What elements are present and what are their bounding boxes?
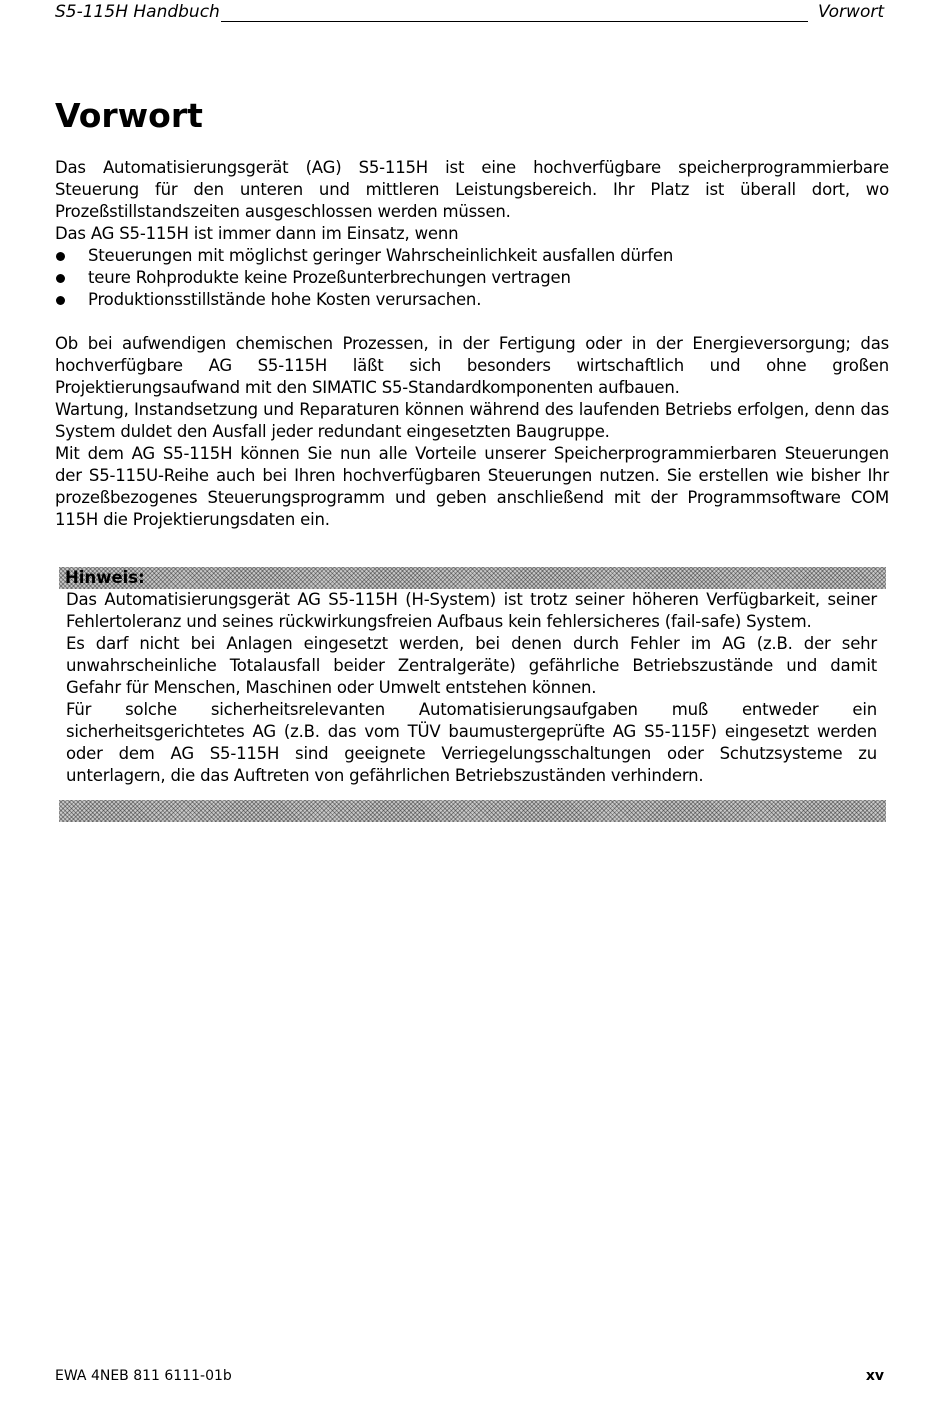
body-text xyxy=(55,157,889,531)
bullet-item: teure Rohprodukte keine Prozeßunterbrechungen vertragen xyxy=(55,267,889,289)
main-paragraph-1: Ob bei aufwendigen chemischen Prozessen, in der Fertigung oder in der Energieversorgung; das hochverfügbare AG S5-115H läßt sich besonders wirtschaftlich und ohne großen Projektierungsaufwand mit den SIMATIC S5-Standardkomponenten aufbauen. xyxy=(55,334,889,397)
intro-paragraph: Das Automatisierungsgerät (AG) S5-115H ist eine hochverfügbare speicherprogrammierbare Steuerung für den unteren und mittleren Leistungsbereich. Ihr Platz ist überall dort, wo Prozeßstillstandszeiten ausgeschlossen werden müssen. xyxy=(55,158,889,221)
note-box xyxy=(59,567,886,822)
intro-lead-in: Das AG S5-115H ist immer dann im Einsatz, wenn xyxy=(55,224,459,243)
main-paragraph-2: Wartung, Instandsetzung und Reparaturen können während des laufenden Betriebs erfolgen, denn das System duldet den Ausfall jeder redundant eingesetzten Baugruppe. xyxy=(55,400,889,441)
bullet-item: Produktionsstillstände hohe Kosten verursachen. xyxy=(55,289,889,311)
header-section-title: Vorwort xyxy=(818,2,884,22)
page-number: xv xyxy=(865,1368,884,1384)
note-paragraph-1: Das Automatisierungsgerät AG S5-115H (H-System) ist trotz seiner höheren Verfügbarkeit, seiner Fehlertoleranz und seines rückwirkungsfreien Aufbaus kein fehlersicheres (fail-safe) System. xyxy=(66,590,877,631)
note-body xyxy=(59,589,886,787)
bullet-item: Steuerungen mit möglichst geringer Wahrscheinlichkeit ausfallen dürfen xyxy=(55,245,889,267)
note-footer-bar xyxy=(59,800,886,822)
footer-document-number: EWA 4NEB 811 6111-01b xyxy=(55,1368,232,1384)
note-paragraph-2: Es darf nicht bei Anlagen eingesetzt werden, bei denen durch Fehler im AG (z.B. der sehr unwahrscheinliche Totalausfall beider Zentralgeräte) gefährliche Betriebszustände und damit Gefahr für Menschen, Maschinen oder Umwelt entstehen können. xyxy=(66,634,877,697)
note-title: Hinweis: xyxy=(65,568,145,587)
header-manual-title: S5-115H Handbuch xyxy=(55,2,220,22)
bullet-list xyxy=(55,245,889,311)
page-title: Vorwort xyxy=(55,96,203,135)
note-header-bar xyxy=(59,567,886,589)
spacer xyxy=(55,311,889,333)
note-paragraph-3: Für solche sicherheitsrelevanten Automatisierungsaufgaben muß entweder ein sicherheitsgerichtetes AG (z.B. das vom TÜV baumustergeprüfte AG S5-115F) eingesetzt werden oder dem AG S5-115H sind geeignete Verriegelungsschaltungen oder Schutzsysteme zu unterlagern, die das Auftreten von gefährlichen Betriebszuständen verhindern. xyxy=(66,700,877,785)
header-rule xyxy=(221,21,808,22)
main-paragraph-3: Mit dem AG S5-115H können Sie nun alle Vorteile unserer Speicherprogrammierbaren Steuerungen der S5-115U-Reihe auch bei Ihren hochverfügbaren Steuerungen nutzen. Sie erstellen wie bisher Ihr prozeßbezogenes Steuerungsprogramm und geben anschließend mit der Programmsoftware COM 115H die Projektierungsdaten ein. xyxy=(55,444,889,529)
